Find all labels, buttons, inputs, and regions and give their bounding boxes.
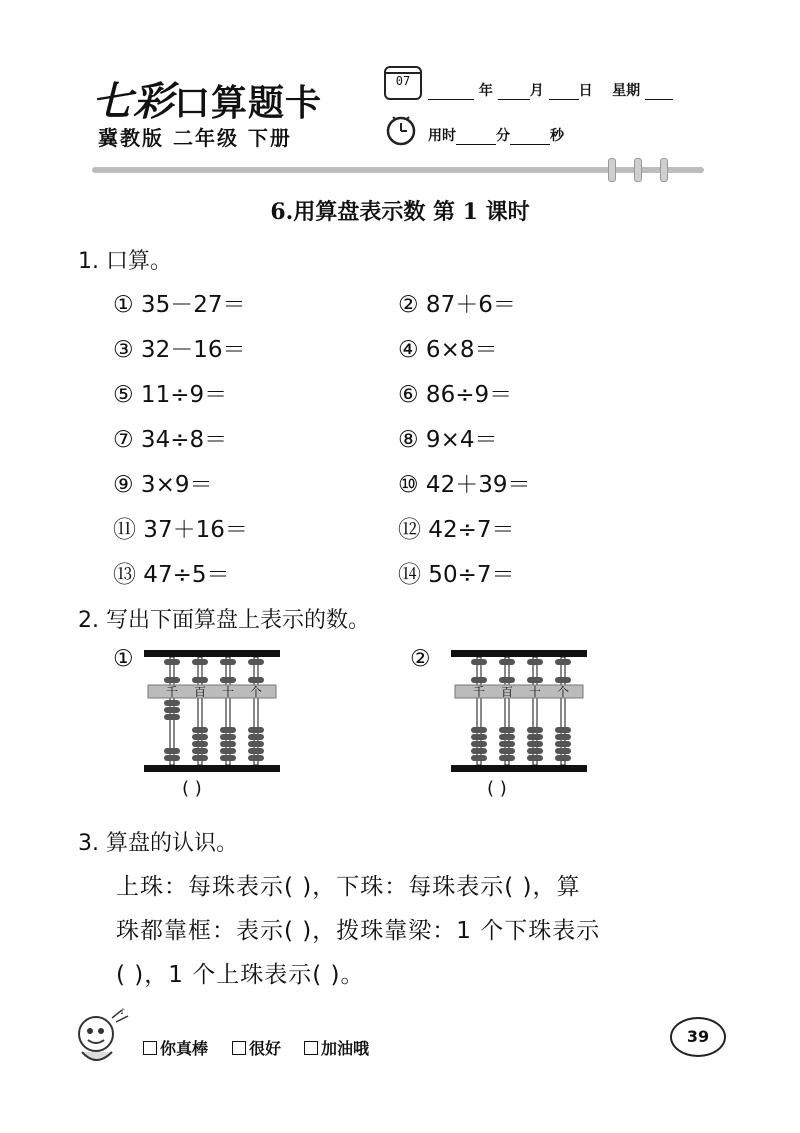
abacus-lower-bead: [164, 700, 180, 706]
abacus-upper-bead: [499, 659, 515, 665]
abacus-lower-bead: [248, 748, 264, 754]
abacus-upper-bead: [555, 677, 571, 683]
abacus-lower-bead: [164, 755, 180, 761]
abacus-place-label: 十: [221, 685, 235, 699]
abacus-lower-bead: [527, 727, 543, 733]
checkbox[interactable]: [304, 1041, 318, 1055]
problem: ⑫ 42÷7＝: [398, 517, 515, 543]
checkbox[interactable]: [143, 1041, 157, 1055]
weekday-blank[interactable]: [645, 85, 673, 100]
abacus-upper-bead: [527, 677, 543, 683]
abacus-lower-bead: [192, 755, 208, 761]
abacus-upper-bead: [192, 659, 208, 665]
abacus-lower-bead: [471, 727, 487, 733]
abacus-upper-bead: [220, 677, 236, 683]
abacus-lower-bead: [527, 734, 543, 740]
abacus-1-answer[interactable]: ( ): [182, 778, 202, 799]
problem: ② 87＋6＝: [398, 292, 516, 318]
abacus-bottom-frame: [144, 765, 280, 772]
question-1-title: 1. 口算。: [78, 249, 172, 274]
abacus-top-frame: [451, 650, 587, 657]
abacus-lower-bead: [471, 741, 487, 747]
abacus-1: [144, 648, 280, 776]
binder-pin: [634, 158, 642, 182]
date-line: 年 月 日 星期: [428, 80, 673, 100]
problem: ⑤ 11÷9＝: [113, 382, 228, 408]
abacus-place-label: 千: [472, 685, 486, 699]
abacus-lower-bead: [248, 741, 264, 747]
abacus-upper-bead: [527, 659, 543, 665]
time-line: 用时 分 秒: [428, 128, 564, 144]
abacus-lower-bead: [555, 734, 571, 740]
year-blank[interactable]: [428, 85, 474, 100]
abacus-lower-bead: [192, 741, 208, 747]
abacus-lower-bead: [164, 748, 180, 754]
checkbox[interactable]: [232, 1041, 246, 1055]
abacus-lower-bead: [248, 755, 264, 761]
abacus-lower-bead: [220, 755, 236, 761]
abacus-lower-bead: [220, 741, 236, 747]
question-3-line[interactable]: ( )，1 个上珠表示( )。: [116, 962, 365, 988]
abacus-lower-bead: [499, 755, 515, 761]
abacus-2: [451, 648, 587, 776]
rating-good[interactable]: 很好: [232, 1036, 281, 1059]
svg-text:♪: ♪: [120, 1007, 126, 1016]
binder-pin: [660, 158, 668, 182]
abacus-1-number: ①: [113, 646, 134, 672]
problem: ⑥ 86÷9＝: [398, 382, 513, 408]
abacus-bottom-frame: [451, 765, 587, 772]
day-blank[interactable]: [549, 85, 579, 100]
abacus-place-label: 十: [528, 685, 542, 699]
abacus-lower-bead: [471, 755, 487, 761]
abacus-lower-bead: [527, 748, 543, 754]
abacus-upper-bead: [164, 659, 180, 665]
problem: ⑪ 37＋16＝: [113, 517, 248, 543]
mascot-icon: [70, 1004, 134, 1072]
abacus-upper-bead: [499, 677, 515, 683]
abacus-lower-bead: [248, 734, 264, 740]
problem: ③ 32－16＝: [113, 337, 246, 363]
abacus-upper-bead: [248, 659, 264, 665]
problem: ⑭ 50÷7＝: [398, 562, 515, 588]
abacus-top-frame: [144, 650, 280, 657]
calendar-icon: 07: [384, 66, 422, 100]
abacus-place-label: 千: [165, 685, 179, 699]
clock-icon: [385, 114, 417, 146]
abacus-upper-bead: [220, 659, 236, 665]
page-number: 39: [670, 1017, 726, 1057]
abacus-upper-bead: [471, 659, 487, 665]
abacus-lower-bead: [527, 755, 543, 761]
abacus-lower-bead: [555, 755, 571, 761]
edition-label: 冀教版 二年级 下册: [98, 126, 292, 150]
abacus-lower-bead: [220, 727, 236, 733]
abacus-lower-bead: [192, 727, 208, 733]
problem: ① 35－27＝: [113, 292, 246, 318]
abacus-lower-bead: [555, 727, 571, 733]
abacus-lower-bead: [499, 734, 515, 740]
question-3-title: 3. 算盘的认识。: [78, 831, 238, 856]
question-2-title: 2. 写出下面算盘上表示的数。: [78, 608, 370, 633]
second-blank[interactable]: [510, 130, 550, 145]
abacus-place-label: 个: [249, 685, 263, 699]
problem: ④ 6×8＝: [398, 337, 498, 363]
abacus-upper-bead: [248, 677, 264, 683]
abacus-lower-bead: [220, 734, 236, 740]
abacus-lower-bead: [499, 727, 515, 733]
abacus-upper-bead: [471, 677, 487, 683]
abacus-upper-bead: [192, 677, 208, 683]
abacus-place-label: 个: [556, 685, 570, 699]
abacus-upper-bead: [555, 659, 571, 665]
abacus-2-answer[interactable]: ( ): [487, 778, 507, 799]
abacus-lower-bead: [555, 748, 571, 754]
problem: ⑨ 3×9＝: [113, 472, 213, 498]
abacus-lower-bead: [471, 748, 487, 754]
abacus-lower-bead: [555, 741, 571, 747]
abacus-2-number: ②: [410, 646, 431, 672]
abacus-lower-bead: [192, 748, 208, 754]
rating-great[interactable]: 你真棒: [143, 1036, 208, 1059]
lesson-title: 6.用算盘表示数 第 1 课时: [270, 199, 530, 225]
abacus-upper-bead: [164, 677, 180, 683]
problem: ⑦ 34÷8＝: [113, 427, 228, 453]
abacus-lower-bead: [499, 741, 515, 747]
problem: ⑬ 47÷5＝: [113, 562, 230, 588]
minute-blank[interactable]: [456, 130, 496, 145]
question-3-line[interactable]: 上珠：每珠表示( )，下珠：每珠表示( )，算: [116, 874, 581, 900]
binder-pin: [608, 158, 616, 182]
question-3-line[interactable]: 珠都靠框：表示( )，拨珠靠梁：1 个下珠表示: [116, 918, 601, 944]
problem: ⑧ 9×4＝: [398, 427, 498, 453]
month-blank[interactable]: [498, 85, 530, 100]
abacus-lower-bead: [192, 734, 208, 740]
abacus-lower-bead: [248, 727, 264, 733]
abacus-lower-bead: [164, 714, 180, 720]
abacus-place-label: 百: [193, 685, 207, 699]
abacus-lower-bead: [471, 734, 487, 740]
abacus-lower-bead: [499, 748, 515, 754]
brand-title: 七彩口算题卡: [92, 78, 323, 125]
abacus-place-label: 百: [500, 685, 514, 699]
problem: ⑩ 42＋39＝: [398, 472, 531, 498]
abacus-lower-bead: [164, 707, 180, 713]
abacus-lower-bead: [527, 741, 543, 747]
rating-keep-going[interactable]: 加油哦: [304, 1036, 369, 1059]
abacus-lower-bead: [220, 748, 236, 754]
